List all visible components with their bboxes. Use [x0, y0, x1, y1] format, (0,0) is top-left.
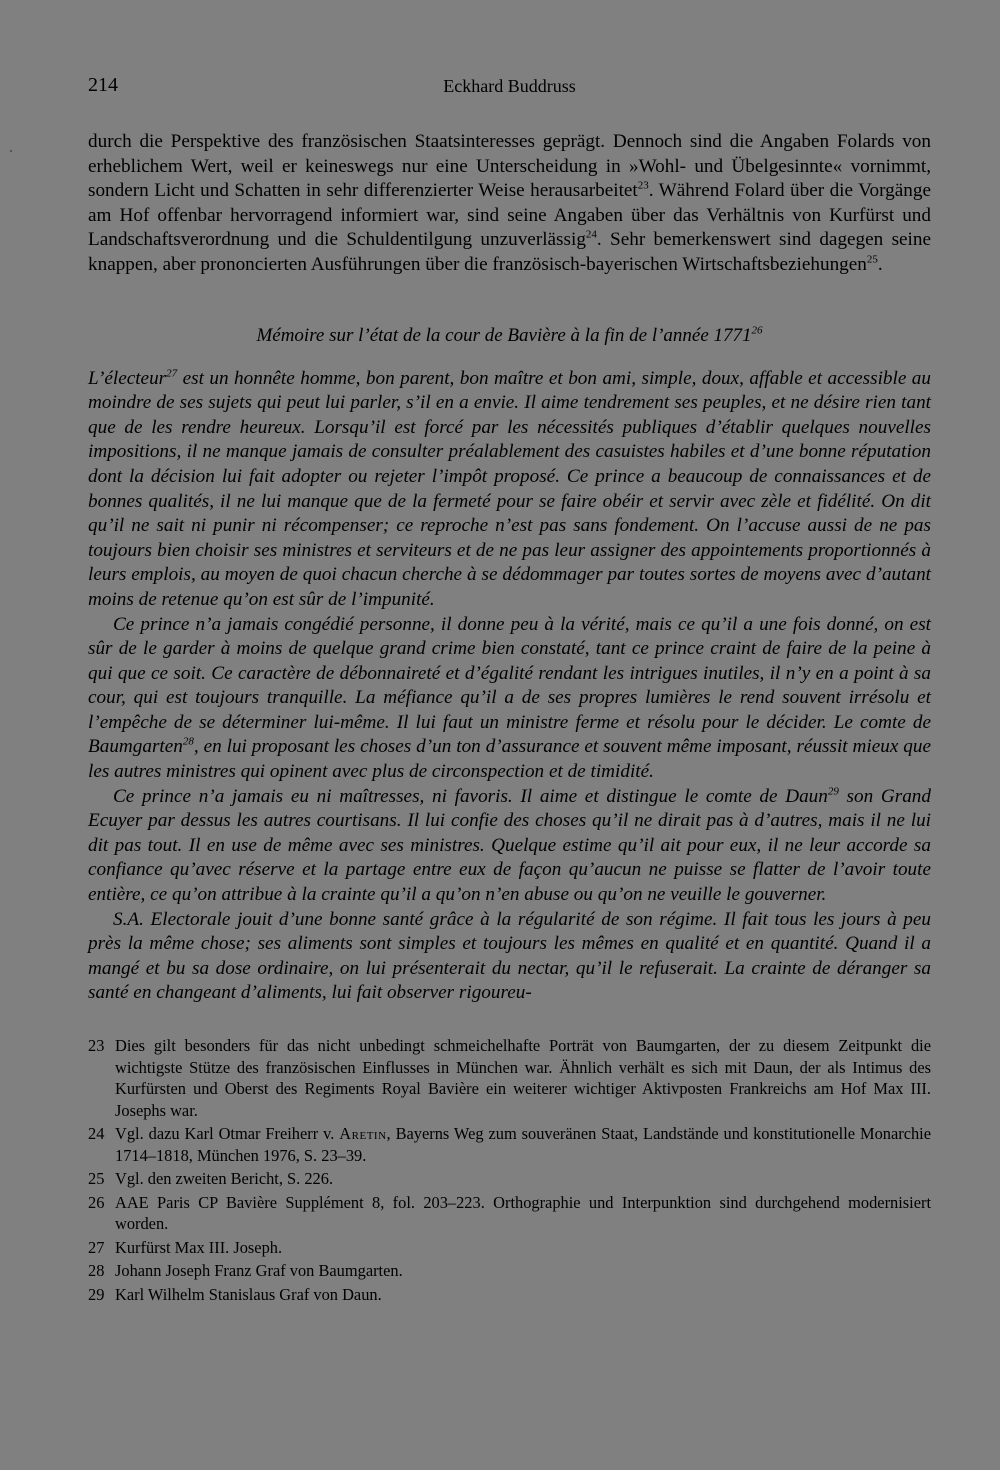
scan-mark	[10, 150, 12, 152]
footnote	[88, 1237, 931, 1259]
intro-text: durch die Perspektive des französischen Staatsinteresses geprägt. Dennoch sind die Angaben Folards von erheblichem Wert, weil er keineswegs nur eine Unterscheidung in »Wohl- und Übelgesinnte« vornimmt, sondern Licht und Schatten in sehr differenzierter Weise herausarbeitet	[88, 131, 931, 202]
footnote-text: Dies gilt besonders für das nicht unbedingt schmeichelhafte Porträt von Baumgarten, der zu diesem Zeitpunkt die wichtigste Stütze des französischen Einflusses in München war. Ähnlich verhält es sich mit Daun, der als Intimus des Kurfürsten und Oberst des Regiments Royal Bavière ein weiterer wichtiger Aktivposten Frankreichs am Hof Max III. Josephs war.	[115, 1036, 931, 1120]
footnote-text	[115, 1123, 931, 1166]
memoire-text: L’électeur	[88, 367, 167, 389]
footnote-ref-26[interactable]: 26	[751, 324, 763, 337]
memoire-paragraph	[88, 613, 931, 785]
intro-text: . Sehr bemerkenswert sind dagegen seine knappen, aber prononcierten Ausführungen über die französisch-bayerischen Wirtschaftsbeziehungen	[88, 229, 931, 275]
running-head: Eckhard Buddruss	[443, 76, 576, 96]
memoire-paragraph	[88, 367, 931, 613]
footnote-number: 28	[88, 1261, 105, 1280]
footnotes	[88, 1035, 931, 1305]
page-header	[88, 70, 931, 104]
footnote-author: Aretin	[339, 1124, 387, 1143]
footnote-ref-24[interactable]: 24	[585, 228, 597, 241]
footnote	[88, 1168, 931, 1190]
footnote	[88, 1123, 931, 1166]
footnote	[88, 1284, 931, 1306]
memoire-paragraph: S.A. Electorale jouit d’une bonne santé grâce à la régularité de son régime. Il fait tous les jours à peu près la même chose; ses aliments sont simples et toujours les mêmes en qualité et en quantité. Quand il a mangé et bu sa dose ordinaire, on lui présenterait du nectar, qu’il le refuserait. La crainte de déranger sa santé en changeant d’aliments, lui fait observer rigoureu-	[88, 908, 931, 1004]
footnote-text-part: , Bayerns Weg zum souveränen Staat, Landstände und konstitutionelle Monarchie 1714–1818, München 1976, S. 23–39.	[115, 1124, 931, 1165]
footnote-number: 25	[88, 1169, 105, 1188]
memoire-title-text: Mémoire sur l’état de la cour de Bavière à la fin de l’année 1771	[256, 324, 752, 346]
footnote	[88, 1035, 931, 1121]
footnote	[88, 1260, 931, 1282]
footnote-text: AAE Paris CP Bavière Supplément 8, fol. 203–223. Orthographie und Interpunktion sind durchgehend modernisiert worden.	[115, 1192, 931, 1233]
memoire-text: Ce prince n’a jamais congédié personne, il donne peu à la vérité, mais ce qu’il a une fois donné, on est sûr de le garder à moins de quelque grand crime bien constaté, tant ce prince craint de faire de la peine à qui que ce soit. Ce caractère de débonnaireté et d’égalité rendant les intrigues inutiles, il n’y en a point à sa cour, qui est toujours tranquille. La méfiance qu’il a de ses propres lumières le rend souvent irrésolu et l’empêche de se déterminer lui-même. Il lui faut un ministre ferme et résolu pour le décider. Le comte de Baumgarten	[88, 613, 931, 758]
intro-paragraph	[88, 130, 931, 278]
footnote-ref-25[interactable]: 25	[866, 253, 878, 266]
memoire-text: , en lui proposant les choses d’un ton d’assurance et souvent même imposant, réussit mieux que les autres ministres qui opinent avec plus de circonspection et de timidité.	[88, 736, 931, 783]
memoire-paragraph	[88, 785, 931, 908]
footnote-text: Karl Wilhelm Stanislaus Graf von Daun.	[115, 1284, 382, 1304]
footnote-ref-28[interactable]: 28	[182, 736, 194, 749]
footnote-ref-29[interactable]: 29	[827, 785, 839, 798]
memoire-text: son Grand Ecuyer par dessus les autres courtisans. Il lui confie des choses qu’il ne dirait pas à d’autres, mais il ne lui dit pas tout. Il en use de même avec ses ministres. Quelque estime qu’il ait pour eux, il ne leur accorde sa confiance qu’avec réserve et la partage entre eux de façon qu’aucun ne puisse se flatter de l’avoir toute entière, ce qu’on attribue à la crainte qu’il a qu’on n’en abuse ou qu’on ne veuille le gouverner.	[88, 785, 931, 906]
footnote-text-part: Vgl. dazu Karl Otmar Freiherr v.	[115, 1124, 340, 1143]
footnote-ref-23[interactable]: 23	[637, 179, 649, 192]
footnote-text: Vgl. den zweiten Bericht, S. 226.	[115, 1169, 334, 1188]
footnote-text: Kurfürst Max III. Joseph.	[115, 1237, 283, 1257]
footnote	[88, 1192, 931, 1235]
page-number: 214	[88, 74, 118, 96]
footnote-ref-27[interactable]: 27	[166, 367, 178, 380]
memoire-text: est un honnête homme, bon parent, bon maître et bon ami, simple, doux, affable et accessible au moindre de ses sujets qui peut lui parler, s’il en a envie. Il aime tendrement ses peuples, et ne désire rien tant que de les rendre heureux. Lorsqu’il est forcé par les nécessités publiques d’établir quelques nouvelles impositions, il ne manque jamais de consulter préalablement des casuistes habiles et d’une bonne réputation dont la décision lui fait adopter ou rejeter l’impôt proposé. Ce prince a beaucoup de connaissances et de bonnes qualités, il ne lui manque que de la fermeté pour se faire obéir et servir avec zèle et fidélité. On dit qu’il ne sait ni punir ni récompenser; ce reproche n’est pas sans fondement. On l’accuse aussi de ne pas toujours bien choisir ses ministres et serviteurs et de ne pas leur assigner des appointements proportionnés à leurs emplois, au moyen de quoi chacun cherche à se dédommager par toutes sortes de moyens avec d’autant moins de retenue qu’on est sûr de l’impunité.	[88, 367, 931, 610]
footnote-number: 26	[88, 1192, 105, 1212]
footnote-number: 29	[88, 1284, 105, 1304]
memoire-text: Ce prince n’a jamais eu ni maîtresses, ni favoris. Il aime et distingue le comte de Daun	[113, 785, 828, 807]
page	[88, 70, 931, 1307]
memoire-title	[88, 324, 931, 348]
footnote-number: 23	[88, 1036, 105, 1055]
intro-text: .	[877, 253, 883, 275]
footnote-number: 27	[88, 1237, 105, 1257]
footnote-number: 24	[88, 1124, 105, 1143]
intro-text: . Während Folard über die Vorgänge am Hof offenbar hervorragend informiert war, sind seine Angaben über das Verhältnis von Kurfürst und Landschaftsverordnung und die Schuldentilgung unzuverlässig	[88, 180, 931, 251]
footnote-text: Johann Joseph Franz Graf von Baumgarten.	[115, 1261, 403, 1280]
memoire-body	[88, 367, 931, 1006]
